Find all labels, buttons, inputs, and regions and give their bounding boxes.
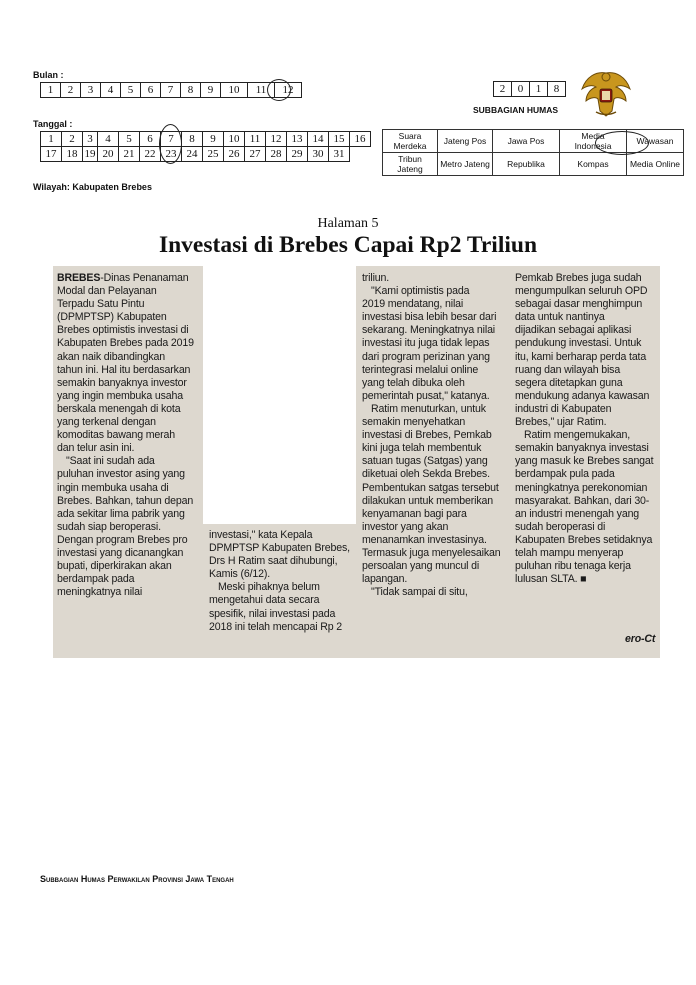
year-grid bbox=[493, 81, 566, 97]
tanggal-cell: 3 bbox=[83, 132, 98, 147]
text-line: berdampak pada bbox=[57, 573, 135, 586]
tanggal-cell: 12 bbox=[266, 132, 287, 147]
text-line: semakin menyehatkan bbox=[362, 416, 466, 429]
text-line: bupati, diperkirakan akan bbox=[57, 560, 172, 573]
text-line: diketuai oleh Sekda Brebes. bbox=[362, 468, 490, 481]
tanggal-cell: 21 bbox=[119, 147, 140, 162]
bulan-cell: 6 bbox=[141, 83, 161, 98]
text-line: ruang dan wilayah bisa bbox=[515, 363, 621, 376]
text-line: telah mampu menyerap bbox=[515, 546, 624, 559]
text-line: Brebes optimistis investasi di bbox=[57, 324, 189, 337]
text-line: mengumpulkan seluruh OPD bbox=[515, 285, 648, 298]
text-line: semakin banyaknya investor bbox=[57, 376, 187, 389]
tanggal-cell: 14 bbox=[308, 132, 329, 147]
article-column-3 bbox=[362, 272, 500, 599]
text-line: dan telur asin ini. bbox=[57, 442, 135, 455]
bulan-grid bbox=[40, 82, 302, 98]
tanggal-cell: 26 bbox=[224, 147, 245, 162]
headline: Investasi di Brebes Capai Rp2 Triliun bbox=[158, 232, 538, 258]
media-cell: Metro Jateng bbox=[438, 153, 493, 176]
media-cell: Suara Merdeka bbox=[383, 130, 438, 153]
tanggal-selection-circle bbox=[159, 124, 182, 164]
tanggal-grid bbox=[40, 131, 371, 162]
text-line: industri di Kabupaten bbox=[515, 402, 612, 415]
tanggal-cell: 8 bbox=[182, 132, 203, 147]
tanggal-cell: 5 bbox=[119, 132, 140, 147]
text-line: investasi yang dicanangkan bbox=[57, 546, 184, 559]
bulan-cell-selected: 12 bbox=[275, 83, 302, 98]
wilayah-label: Wilayah: Kabupaten Brebes bbox=[33, 182, 152, 192]
tanggal-cell: 10 bbox=[224, 132, 245, 147]
tanggal-cell: 16 bbox=[350, 132, 371, 147]
tanggal-cell: 18 bbox=[62, 147, 83, 162]
tanggal-cell: 25 bbox=[203, 147, 224, 162]
tanggal-cell: 28 bbox=[266, 147, 287, 162]
org-label: SUBBAGIAN HUMAS bbox=[473, 105, 558, 115]
text-line: investor yang akan bbox=[362, 520, 449, 533]
text-line: dilakukan untuk memberikan bbox=[362, 494, 493, 507]
text-line: persoalan yang muncul di bbox=[362, 560, 480, 573]
media-cell-selected: Wawasan bbox=[627, 130, 684, 153]
text-line: 2019 mendatang, nilai bbox=[362, 298, 464, 311]
tanggal-cell: 19 bbox=[84, 148, 96, 160]
media-selection-circle bbox=[595, 131, 649, 155]
media-cell: Media Indonesia bbox=[560, 130, 627, 153]
text-line: semakin banyaknya investasi bbox=[515, 442, 649, 455]
text-line: BREBES-Dinas Penanaman bbox=[57, 272, 189, 284]
tanggal-cell: 22 bbox=[140, 147, 161, 162]
bulan-cell: 7 bbox=[161, 83, 181, 98]
media-cell: Jateng Pos bbox=[438, 130, 493, 153]
text-line: investasi bisa lebih besar dari bbox=[362, 311, 497, 324]
media-cell: Kompas bbox=[560, 153, 627, 176]
text-line: lapangan. bbox=[362, 573, 408, 586]
garuda-emblem-icon bbox=[578, 67, 634, 119]
text-line: Pembentukan satgas tersebut bbox=[362, 481, 499, 494]
text-line: Meski pihaknya belum bbox=[218, 581, 320, 594]
tanggal-cell: 4 bbox=[98, 132, 119, 147]
text-line: ada sekitar lima pabrik yang bbox=[57, 507, 185, 520]
tanggal-cell-selected: 7 bbox=[161, 132, 182, 147]
text-line: pendukung investasi. Untuk bbox=[515, 337, 642, 350]
bulan-cell: 10 bbox=[221, 83, 248, 98]
text-line: Dengan program Brebes pro bbox=[57, 533, 188, 546]
text-line: meningkatnya perekonomian bbox=[515, 481, 648, 494]
text-line: masyarakat. Bahkan, dari 30- bbox=[515, 494, 650, 507]
text-line: spesifik, nilai investasi pada bbox=[209, 607, 336, 620]
byline: ero-Ct bbox=[625, 633, 656, 645]
text-line: triliun. bbox=[362, 272, 390, 284]
text-line: an industri menengah yang bbox=[515, 507, 640, 520]
text-line: puluhan ribu tenaga kerja bbox=[515, 560, 631, 573]
text-line: tahun ini. Hal itu berdasarkan bbox=[57, 363, 191, 376]
year-digit: 0 bbox=[512, 82, 530, 97]
text-line: Pemkab Brebes juga sudah bbox=[515, 272, 642, 284]
article-column-4 bbox=[515, 272, 653, 586]
footer-text: Subbagian Humas Perwakilan Provinsi Jawa Tengah bbox=[40, 874, 234, 884]
text-line: berskala menengah di kota bbox=[57, 402, 181, 415]
media-cell: Republika bbox=[493, 153, 560, 176]
text-line: Modal dan Pelayanan bbox=[57, 285, 157, 298]
text-line: 2018 ini telah mencapai Rp 2 bbox=[209, 620, 343, 633]
text-line: Brebes," ujar Ratim. bbox=[515, 416, 607, 429]
tanggal-cell: 15 bbox=[329, 132, 350, 147]
text-line: kenyamanan bagi para bbox=[362, 507, 467, 520]
text-line: meningkatnya nilai bbox=[57, 586, 143, 599]
tanggal-cell: 27 bbox=[245, 147, 266, 162]
bulan-cell: 11 bbox=[248, 83, 275, 98]
text-line: berdampak pula pada bbox=[515, 468, 615, 481]
text-line: Terpadu Satu Pintu bbox=[57, 298, 145, 311]
tanggal-cell: 11 bbox=[245, 132, 266, 147]
text-line: terintegrasi melalui online bbox=[362, 363, 479, 376]
text-line: akan naik dibandingkan bbox=[57, 350, 166, 363]
text-line: yang terkenal dengan bbox=[57, 416, 156, 429]
text-line: investasi itu juga tidak lepas bbox=[362, 337, 490, 350]
year-digit: 1 bbox=[530, 82, 548, 97]
text-line: yang telah dibuka oleh bbox=[362, 376, 465, 389]
text-line: sebagai dasar menghimpun bbox=[515, 298, 643, 311]
text-line: mengetahui data secara bbox=[209, 594, 320, 607]
text-line: segera ditetapkan guna bbox=[515, 376, 623, 389]
text-line: data untuk nantinya bbox=[515, 311, 605, 324]
media-cell: Tribun Jateng bbox=[383, 153, 438, 176]
bulan-cell: 8 bbox=[181, 83, 201, 98]
text-line: itu, kami berharap perda tata bbox=[515, 350, 647, 363]
text-line: komoditas bawang merah bbox=[57, 429, 176, 442]
text-line: Ratim menuturkan, untuk bbox=[371, 402, 486, 415]
tanggal-cell: 31 bbox=[329, 147, 350, 162]
text-line: ingin membuka usaha di bbox=[57, 481, 169, 494]
text-line: lulusan SLTA. ■ bbox=[515, 573, 587, 586]
text-line: Kabupaten Brebes pada 2019 bbox=[57, 337, 194, 350]
tanggal-cell: 9 bbox=[203, 132, 224, 147]
tanggal-cell: 13 bbox=[287, 132, 308, 147]
tanggal-cell: 20 bbox=[98, 147, 119, 162]
tanggal-cell: 2 bbox=[62, 132, 83, 147]
media-cell: Media Online bbox=[627, 153, 684, 176]
text-line: Ratim mengemukakan, bbox=[524, 429, 631, 442]
text-line: Termasuk juga menyelesaikan bbox=[362, 546, 501, 559]
text-line: dari program perizinan yang bbox=[362, 350, 490, 363]
text-line: Drs H Ratim saat dihubungi, bbox=[209, 555, 338, 568]
text-line: investasi di Brebes, Pemkab bbox=[362, 429, 492, 442]
year-digit: 8 bbox=[548, 82, 566, 97]
article-column-2 bbox=[209, 529, 350, 634]
bulan-selection-circle bbox=[267, 79, 291, 101]
text-line: sekarang. Meningkatnya nilai bbox=[362, 324, 496, 337]
text-line: Kamis (6/12). bbox=[209, 568, 271, 581]
text-line: puluhan investor asing yang bbox=[57, 468, 185, 481]
text-line: (DPMPTSP) Kabupaten bbox=[57, 311, 167, 324]
text-line: sudah siap beroperasi. bbox=[57, 520, 161, 533]
bulan-cell: 4 bbox=[101, 83, 121, 98]
text-line: yang masuk ke Brebes sangat bbox=[515, 455, 654, 468]
text-line: Brebes. Bahkan, tahun depan bbox=[57, 494, 194, 507]
text-line: pemerintah pusat," katanya. bbox=[362, 389, 490, 402]
page-number-label: Halaman 5 bbox=[317, 216, 379, 231]
text-line: dijadikan sebagai aplikasi bbox=[515, 324, 632, 337]
tanggal-cell: 30 bbox=[308, 147, 329, 162]
text-line: satuan tugas (Satgas) yang bbox=[362, 455, 488, 468]
text-line: yang ingin membuka usaha bbox=[57, 389, 183, 402]
bulan-label: Bulan : bbox=[33, 70, 64, 80]
tanggal-cell: 1 bbox=[41, 132, 62, 147]
text-line: "Kami optimistis pada bbox=[371, 285, 470, 298]
year-digit: 2 bbox=[494, 82, 512, 97]
tanggal-cell: 29 bbox=[287, 147, 308, 162]
text-line: kini juga telah membentuk bbox=[362, 442, 482, 455]
bulan-cell: 3 bbox=[81, 83, 101, 98]
tanggal-cell: 6 bbox=[140, 132, 161, 147]
text-line: investasi," kata Kepala bbox=[209, 529, 313, 541]
tanggal-cell: 17 bbox=[41, 147, 62, 162]
tanggal-cell: 23 bbox=[161, 147, 182, 162]
bulan-cell: 1 bbox=[41, 83, 61, 98]
bulan-cell: 5 bbox=[121, 83, 141, 98]
article-column-1 bbox=[57, 272, 194, 599]
tanggal-label: Tanggal : bbox=[33, 119, 73, 129]
tanggal-cell: 24 bbox=[182, 147, 203, 162]
text-line: mendukung adanya kawasan bbox=[515, 389, 650, 402]
text-line: menanamkan investasinya. bbox=[362, 533, 487, 546]
text-line: Kabupaten Brebes setidaknya bbox=[515, 533, 653, 546]
text-line: sudah beroperasi di bbox=[515, 520, 606, 533]
bulan-cell: 9 bbox=[201, 83, 221, 98]
text-line: "Saat ini sudah ada bbox=[66, 455, 155, 468]
text-line: "Tidak sampai di situ, bbox=[371, 586, 468, 599]
bulan-cell: 2 bbox=[61, 83, 81, 98]
text-line: DPMPTSP Kabupaten Brebes, bbox=[209, 542, 350, 555]
media-cell: Jawa Pos bbox=[493, 130, 560, 153]
